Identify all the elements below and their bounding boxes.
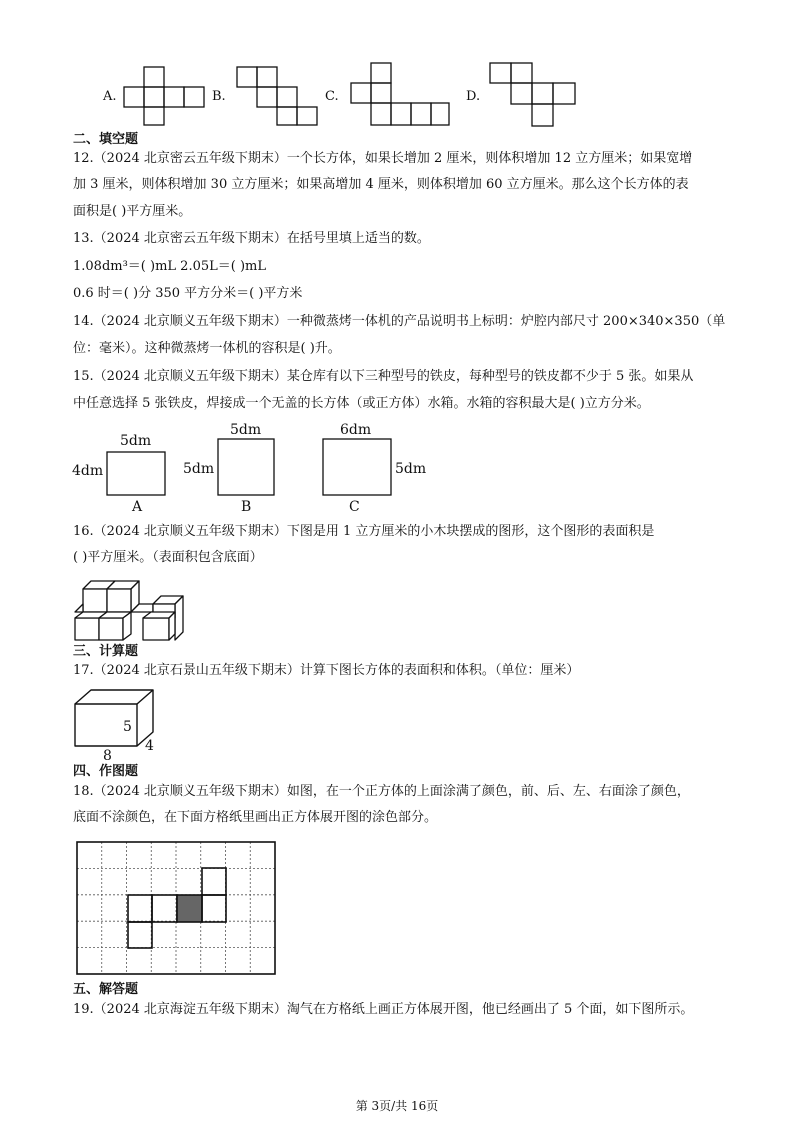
sheet-b-name: B bbox=[241, 499, 252, 515]
q18-line1: 18.（2024 北京顺义五年级下期末）如图，在一个正方体的上面涂满了颜色，前、后、左、右面涂了颜色， bbox=[73, 784, 690, 799]
sheet-a-side-label: 4dm bbox=[72, 463, 104, 479]
sheet-b-rect bbox=[217, 438, 275, 496]
q12-line2: 加 3 厘米，则体积增加 30 立方厘米；如果高增加 4 厘米，则体积增加 60 立方厘米。那么这个长方体的表 bbox=[73, 177, 689, 192]
section-solve-heading: 五、解答题 bbox=[73, 982, 139, 997]
sheet-c-top-label: 6dm bbox=[340, 422, 372, 438]
q17-width-label: 4 bbox=[145, 738, 154, 754]
sheet-a-rect bbox=[106, 451, 166, 496]
q16-line1: 16.（2024 北京顺义五年级下期末）下图是用 1 立方厘米的小木块摆成的图形，这个图形的表面积是 bbox=[73, 524, 655, 539]
section-draw-heading: 四、作图题 bbox=[73, 764, 139, 779]
q15-line1: 15.（2024 北京顺义五年级下期末）某仓库有以下三种型号的铁皮，每种型号的铁皮都不少于 5 张。如果从 bbox=[73, 369, 694, 384]
option-a-label: A. bbox=[103, 89, 117, 104]
sheet-b-top-label: 5dm bbox=[230, 422, 262, 438]
q18-line2: 底面不涂颜色，在下面方格纸里画出正方体展开图的涂色部分。 bbox=[73, 810, 438, 825]
q13-line2: 1.08dm³＝( )mL 2.05L＝( )mL bbox=[73, 259, 266, 274]
sheet-c-side-label: 5dm bbox=[395, 461, 427, 477]
net-a-figure bbox=[123, 66, 207, 126]
net-b-figure bbox=[236, 66, 320, 126]
q18-grid-paper bbox=[76, 841, 276, 976]
q17-length-label: 8 bbox=[103, 748, 112, 764]
q16-line2: ( )平方厘米。（表面积包含底面） bbox=[73, 550, 263, 565]
q16-blocks-figure bbox=[73, 576, 189, 642]
q13-line1: 13.（2024 北京密云五年级下期末）在括号里填上适当的数。 bbox=[73, 231, 430, 246]
sheet-a-name: A bbox=[132, 499, 143, 515]
section-fill-heading: 二、填空题 bbox=[73, 132, 139, 147]
q17-height-label: 5 bbox=[123, 719, 132, 735]
q14-line2: 位：毫米）。这种微蒸烤一体机的容积是( )升。 bbox=[73, 341, 341, 356]
option-d-label: D. bbox=[466, 89, 481, 104]
q17-line1: 17.（2024 北京石景山五年级下期末）计算下图长方体的表面积和体积。（单位：厘米） bbox=[73, 663, 580, 678]
net-c-figure bbox=[350, 62, 450, 128]
sheet-c-name: C bbox=[349, 499, 360, 515]
q19-line1: 19.（2024 北京海淀五年级下期末）淘气在方格纸上画正方体展开图，他已经画出了 5 个面，如下图所示。 bbox=[73, 1002, 694, 1017]
q13-line3: 0.6 时＝( )分 350 平方分米＝( )平方米 bbox=[73, 286, 303, 301]
q15-line2: 中任意选择 5 张铁皮，焊接成一个无盖的长方体（或正方体）水箱。水箱的容积最大是( )立方分米。 bbox=[73, 396, 650, 411]
net-d-figure bbox=[489, 62, 579, 128]
sheet-b-side-label: 5dm bbox=[183, 461, 215, 477]
option-b-label: B. bbox=[212, 89, 226, 104]
q14-line1: 14.（2024 北京顺义五年级下期末）一种微蒸烤一体机的产品说明书上标明：炉腔内部尺寸 200×340×350（单 bbox=[73, 314, 726, 329]
page-footer: 第 3页/共 16页 bbox=[355, 1099, 439, 1113]
q12-line1: 12.（2024 北京密云五年级下期末）一个长方体，如果长增加 2 厘米，则体积增加 12 立方厘米；如果宽增 bbox=[73, 151, 693, 166]
q12-line3: 面积是( )平方厘米。 bbox=[73, 204, 192, 219]
sheet-a-top-label: 5dm bbox=[120, 433, 152, 449]
section-calc-heading: 三、计算题 bbox=[73, 644, 139, 659]
option-c-label: C. bbox=[325, 89, 339, 104]
sheet-c-rect bbox=[322, 438, 392, 496]
